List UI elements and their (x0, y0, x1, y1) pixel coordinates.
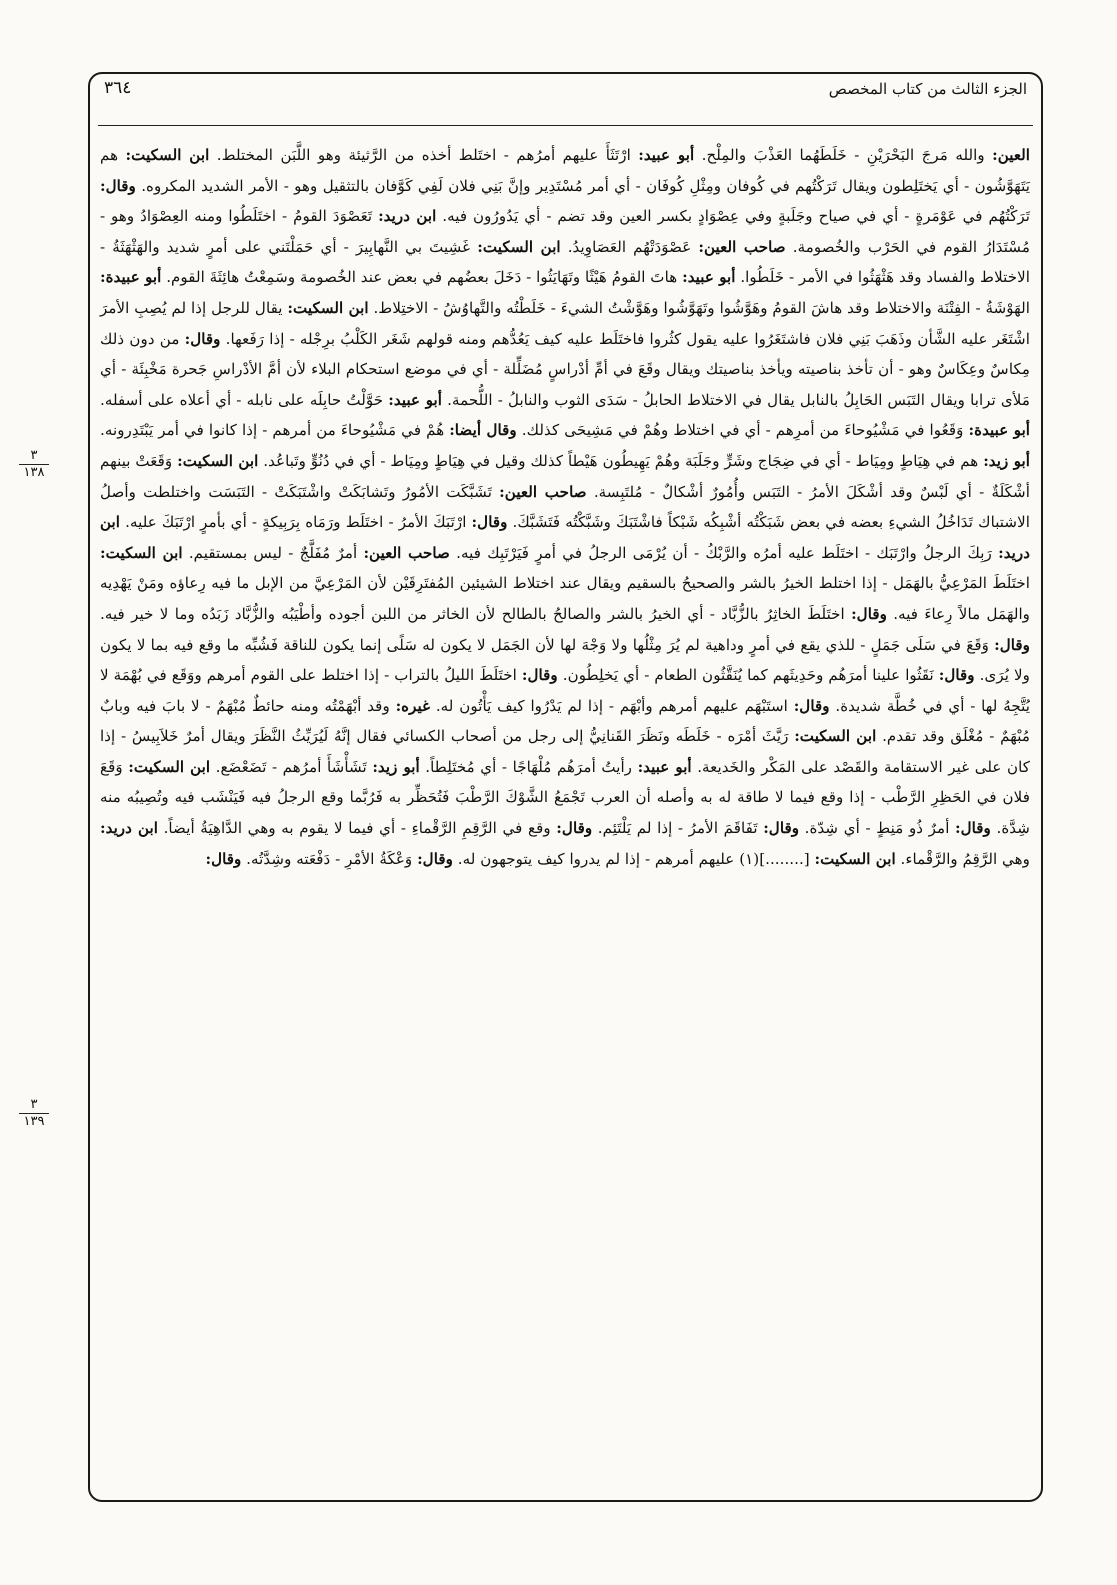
source-name: أبو عبيدة: (100, 268, 162, 287)
header-rule (98, 125, 1033, 126)
entry-text: أمرٌ ذُو مَنِطٍ - أي شِدّة. (799, 819, 956, 838)
source-name: أبو عبيد: (638, 146, 695, 164)
source-name: صاحب العين: (698, 237, 786, 256)
entry-text: تَرَكْتُهُم في عَوْمَرةٍ - أي في صياح وجَلَبةٍ وفي عِصْوَادٍ بكسر العين وقد تضم - أي يَدُورُون فيه. (436, 207, 1030, 226)
source-name: ابن السكيت: (814, 849, 896, 868)
source-name: وقال: (521, 666, 558, 685)
entry-text: [........](١) عليهم أمرهم - إذا لم يدروا كيف يتوجهون له. (452, 849, 815, 868)
source-name: أبو زيد: (983, 451, 1030, 470)
entry-text: ارْتَبَكَ الأمرُ - اختَلَط ورَمَاه بِرَبِيكةٍ - أي بأمرٍ ارْتَبَكَ عليه. (120, 513, 472, 532)
entry-text: وقع في الرَّقِمِ الرَّقْماءِ - أي فيما لا يقوم به وهي الدَّاهِيَةُ أيضاً. (157, 819, 557, 838)
source-name: أبو عبيد: (682, 268, 736, 287)
entry-text: وهي الرَّقِمُ والرَّقْماء. (895, 849, 1030, 868)
source-name: وقال: (955, 819, 991, 838)
entry-text: استَبْهَم عليهم أمرهم وأبْهَم - إذا لم يَدْرُوا كيف يَأْتُون له. (430, 696, 794, 715)
entry-text: هُمْ في مَشْيُوحاءَ من أمرهم - إذا كانوا في أمر يَبْتَدِرونه. (100, 421, 450, 440)
source-name: وقال: (763, 819, 800, 838)
margin-note-bottom: ١٣٨ (23, 465, 45, 480)
margin-note-top: ٣ (30, 448, 38, 463)
page-header (98, 76, 1033, 102)
margin-note-2 (14, 1097, 54, 1130)
entry-text: تَعَصْوَدَ القومُ - اختَلَطُوا ومنه العِصْوَادُ وهو - مُسْتَدَارُ القوم في الحَرْب والخُصومة. (100, 207, 1030, 256)
entry-text: أمرٌ مُفَلَّجٌ - ليس بمستقيم. (182, 543, 364, 562)
entry-text: من دون ذلك مِكاسٌ وعِكَاسٌ وهو - أن تأخذ بناصيته ويأخذ بناصيتك ويقال وقَعَ في أمِّ أدْراسٍ مُضَلِّلة - أي في موضع استحكام البلاء لأن أمَّ الأدْراسِ جَحرة مَخْبِئَة - أي مَلأى ترابا ويقال التَبَس الحَابِلُ بالنابل يقال في الاختلاط الحابلُ - سَدَى الثوب والنابلُ - اللُّحمة. (100, 329, 1031, 409)
source-name: أبو عبيد: (388, 390, 442, 409)
entry-text: وقد أبْهَمْتُه ومنه حائطٌ مُبْهَمٌ - لا بابَ فيه وبابٌ مُبْهَمٌ - مُغْلَق وقد تقدم. (100, 696, 1030, 746)
entry-text: هاتَ القومُ هَيْثًا وتَهَايَثُوا - دَخَلَ بعضُهم في بعض عند الخُصومة وسَمِعْتُ هائِثَةَ القوم. (161, 268, 683, 287)
entry-text: تَشَأْشَأَ أمرُهم - تَضَعْضَع. (210, 757, 373, 776)
source-name: ابن السكيت: (287, 298, 369, 317)
source-name: وقال: (556, 819, 593, 838)
entry-text: الهَوْشَةُ - الفِتْنَة والاختلاط وقد هاشَ القومُ وهَوَّشُوا وتَهَوَّشُوا وهَوَّشْتُ الشيءَ - خَلَطْتُه والتَّهاوُشُ - الاختِلاط. (368, 298, 1031, 317)
entry-text: تَشَبَّكَت الأمُورُ وتَشابَكَتْ واشْتَبَكَتْ - التَبَسَت واختلطت وأصلُ الاشتباك تَدَاخُلُ الشيءِ بعضه في بعض شَبَكْتُه أشْبِكُه شَبْكاً فاشْتَبَكَ وشَبَّكْتُه فَتَشَبَّكَ. (100, 482, 1030, 532)
margin-note-top: ٣ (30, 1097, 38, 1112)
source-name: غيره: (395, 696, 431, 715)
entry-text: اختَلَطَ الليلُ بالتراب - إذا اختلط على القوم أمرهم ووَقَع في بُهْمَة لا يُتَّجِهُ لها - أي في خُطَّة شديدة. (100, 666, 1030, 715)
entry-text: غَشِيتَ بي النَّهابِيرَ - أي حَمَلْتَني على أمرٍ شديد والهَثْهَثَةُ - الاختلاط والفساد وقد هَثْهَثُوا في الأمر - خَلَطُوا. (100, 237, 1031, 287)
source-name: العين: (992, 146, 1031, 164)
running-title: الجزء الثالث من كتاب المخصص (828, 80, 1027, 98)
body-text (100, 140, 1030, 1490)
entry-text: تَفَاقَمَ الأمرُ - إذا لم يَلْتَئِم. (592, 819, 764, 838)
entry-text: اختَلَطَ الخاثِرُ بالزُّبَّاد - أي الخيرُ بالشر والصالحُ بالطالح لأن الخاثر من اللبن أجوده وأطْيَبُه والزُّبَّاد زَبَدُه وما لا خير فيه. (100, 604, 852, 623)
entry-text: والله مَرجَ البَحْرَيْنِ - خَلَطَهُما العَذْبَ والمِلْح. (694, 146, 993, 164)
entry-text: رأيتُ أمرَهُم مُلْهَاجًا - أي مُختَلِطاً. (419, 757, 638, 776)
source-name: ابن السكيت: (794, 727, 877, 746)
source-name: وقال: (851, 604, 887, 623)
source-name: ابن دريد: (100, 513, 1030, 562)
source-name: ابن دريد: (378, 207, 437, 226)
entry-text: وَعْكَةُ الأمْرِ - دَفْعَته وشِدَّتُه. (241, 849, 418, 868)
source-name: أبو عبيدة: (968, 421, 1031, 440)
body-paragraph (100, 140, 1030, 874)
entry-text: نَقَثُوا علينا أمرَهُم وحَدِيثَهم كما يُنَقَّثُون الطعام - أي يَخلِطُون. (557, 666, 939, 685)
entry-text: وَقَعَ فلان في الحَظِرِ الرَّطْب - إذا وقع فيما لا طاقة له به وأصله أن العرب تَجْمَعُ الشَّوْكَ الرَّطْبَ فَتُحَظِّر به فَرُبَّما وقع الرجلُ فيه فَيَنْشَب فيه وتُصِيبُه منه شِدَّة. (100, 757, 1030, 838)
source-name: ابن السكيت: (125, 146, 210, 164)
source-name: ابن السكيت: (477, 237, 561, 256)
source-name: ابن السكيت: (177, 451, 259, 470)
margin-note-1 (14, 448, 54, 481)
source-name: ابن دريد: (100, 819, 158, 838)
source-name: وقال أيضا: (449, 421, 517, 440)
source-name: وقال: (471, 513, 508, 532)
entry-text: رَبِكَ الرجلُ وارْتَبَك - اختَلَط عليه أمرُه والرَّبْكُ - أن يُرْمَى الرجلُ في أمرٍ فَيَرْتَبِك فيه. (449, 543, 999, 562)
source-name: وقال: (994, 635, 1030, 654)
entry-text: هم في هِيَاطٍ ومِيَاط - أي في ضِجَاج وشَرٍّ وجَلَبَة وهُمْ يَهِيطُون هَيْطاً كذلك وقيل في هِيَاطٍ ومِيَاط - أي في دُنُوٍّ وتَباعُد. (258, 451, 984, 470)
entry-text: وَقَعَ في سَلَى جَمَلٍ - للذي يقع في أمرٍ وداهية لم يُرَ مِثْلُها ولا وَجْهَ لها لأن الجَمَل لا يكون له سَلًى إنما يكون للناقة فَشُبِّه ما وقع فيه بما لا يكون ولا يُرَى. (100, 635, 1030, 685)
entry-text: ارْتَثَأَ عليهم أمرُهم - اختَلط أخذه من الرَّثيئة وهو اللَّبَن المختلط. (209, 146, 639, 164)
source-name: أبو زيد: (372, 757, 420, 776)
page-number: ٣٦٤ (104, 78, 132, 98)
source-name: وقال: (938, 666, 975, 685)
source-name: صاحب العين: (363, 543, 450, 562)
source-name: ابن السكيت: (128, 757, 211, 776)
entry-text: يقال للرجل إذا لم يُصِبِ الأمرَ اشْتَغَر عليه الشَّأن وذَهَبَ بَنِي فلان فاشتَغَرُوا عليه يقول كثُروا فاختَلَط عليه كيف يَعُدُّهم ومنه قولهم شَغَر الكَلْبُ برِجْله - إذا رَفَعها. (100, 298, 1030, 348)
source-name: صاحب العين: (499, 482, 587, 501)
source-name: ابن السكيت: (100, 543, 183, 562)
source-name: وقال: (793, 696, 830, 715)
source-name: وقال: (205, 849, 242, 868)
source-name: وقال: (100, 176, 136, 195)
source-name: وقال: (184, 329, 221, 348)
source-name: أبو عبيد: (637, 757, 692, 776)
entry-text: رَيَّثَ أمْرَه - خَلَطَه ونَظَرَ القَنانِيُّ إلى رجل من أصحاب الكسائي فقال إنَّهُ لَيُرَيِّثُ النَّظَرَ ويقال أمرٌ خَلاَبِيسُ - إذا كان على غير الاستقامة والقَصْد على المَكْر والخَديعة. (100, 727, 1030, 776)
entry-text: هم يَتَهَوَّشُون - أي يَختَلِطون ويقال تَرَكْتُهم في كُوفان ومِثْلِ كُوفَان - أي أمر مُسْتَدِير وإنَّ بَنِي فلان لَفِي كَوَّفان بالتثقيل وهو - الأمر الشديد المكروه. (100, 146, 1030, 195)
entry-text: وَقَعُوا في مَشْيُوحاءَ من أمرِهم - أي في اختلاط وهُمْ في مَشِيحَى كذلك. (516, 421, 969, 440)
entry-text: اختَلَطَ المَرْعِيُّ بالهَمَل - إذا اختلط الخيرُ بالشر والصحيحُ بالسقيم ويقال عند اختلاط الشيئين المُفتَرِقَيْن لأن المَرْعِيَّ من الإبل ما فيه رِعاؤه ومَنْ يَهْدِيه والهَمَل مالاً رِعاءَ فيه. (100, 574, 1030, 623)
source-name: وقال: (417, 849, 453, 868)
margin-note-bottom: ١٣٩ (23, 1114, 45, 1129)
entry-text: حَوَّلْتُ حابِلَه على نابله - أي أعلاه على أسفله. (100, 390, 389, 409)
entry-text: وَقَعَتْ بينهم أشْكَلَةٌ - أي لَبْسٌ وقد أشْكَلَ الأمرُ - التَبَس وأُمُورٌ أشْكالٌ - مُلتَبِسة. (100, 451, 1030, 501)
entry-text: عَصْوَدَتْهُم العَصَاوِيدُ. (560, 237, 699, 256)
